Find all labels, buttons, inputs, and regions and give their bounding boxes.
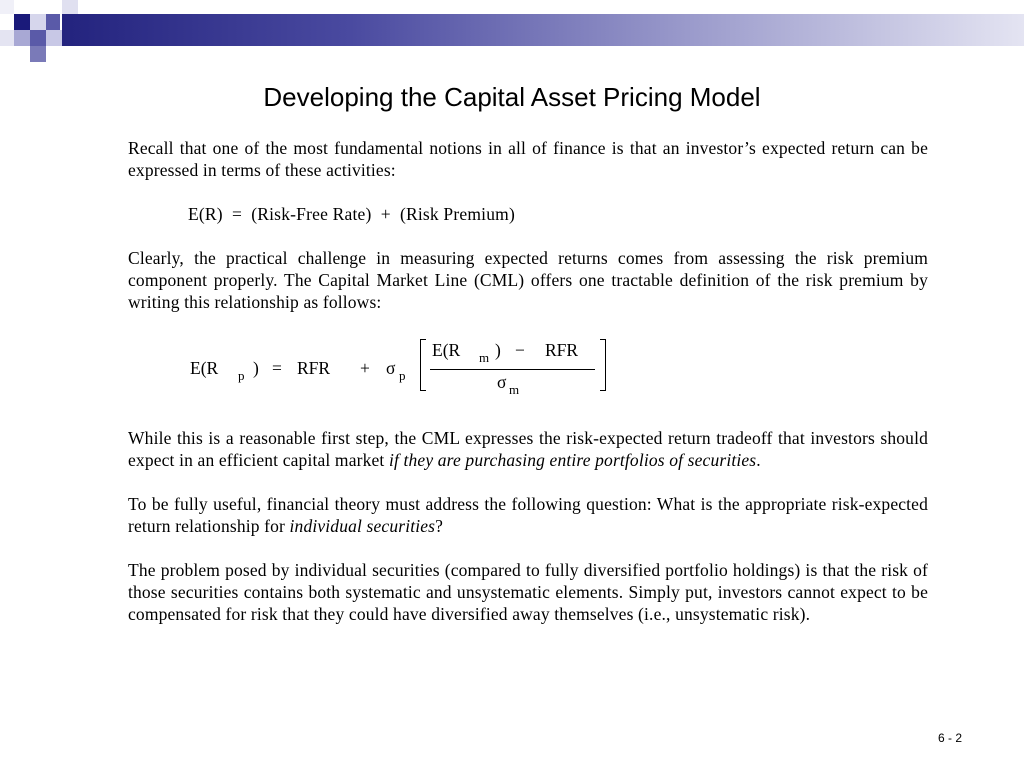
cml-numerator-close: ) [495,340,501,360]
decor-square [46,30,62,46]
cml-plus: + [360,358,370,378]
decor-square [30,46,46,62]
paragraph-problem: The problem posed by individual securities (compared to fully diversified portfolio holdings) is that the risk of those securities contains both systematic and unsystematic elements. Simply put, investors cannot expect to be compensated for risk that they could have diversified away themselves (i.e., unsystematic risk). [128,560,928,624]
paragraph-question-emphasis: individual securities [289,516,436,536]
paragraph-question-text: To be fully useful, financial theory must address the following question: What is the appropriate risk-expected return relationship for [128,494,928,536]
paragraph-cml-tradeoff-end: . [756,450,761,470]
cml-minus: − [515,340,525,360]
cml-denominator-sigma: σ [497,372,507,392]
decor-square [30,30,46,46]
cml-lhs-close: ) [253,358,259,378]
decor-square [62,0,78,14]
cml-numerator-rfr: RFR [545,340,579,360]
equation-expected-return [188,203,928,225]
cml-rfr: RFR [297,358,331,378]
decor-square [0,0,14,14]
cml-sigma-p-subscript: p [399,368,406,383]
equation-equals: = [231,204,243,224]
paragraph-question [128,493,928,537]
cml-numerator-subscript: m [479,350,490,365]
paragraph-cml: Clearly, the practical challenge in measuring expected returns comes from assessing the risk premium component properly. The Capital Market Line (CML) offers one tractable definition of the risk premium by writing this relationship as follows: [128,248,928,312]
decor-square [0,30,14,46]
cml-lhs-subscript: p [238,368,245,383]
paragraph-cml-tradeoff [128,427,928,471]
paragraph-intro: Recall that one of the most fundamental notions in all of finance is that an investor’s expected return can be expressed in terms of these activities: [128,138,928,180]
equation-cml [128,335,928,405]
cml-sigma-p: σ [386,358,396,378]
paragraph-cml-tradeoff-emphasis: if they are purchasing entire portfolios of securities [388,450,757,470]
cml-fraction-bar [430,369,595,370]
title-decoration [0,0,1024,64]
equation-plus: + [380,204,391,224]
equation-term-risk-free: (Risk-Free Rate) [251,204,372,224]
cml-numerator-open: E(R [432,340,461,360]
decor-square [14,30,30,46]
cml-right-bracket [600,339,606,391]
decor-square [14,14,30,30]
cml-denominator-subscript: m [509,382,520,397]
paragraph-question-end: ? [435,516,444,536]
paragraph-cml-tradeoff-text: While this is a reasonable first step, the CML expresses the risk-expected return tradeoff that investors should expect in an efficient capital market [128,428,928,470]
equation-term-risk-premium: (Risk Premium) [399,204,516,224]
decor-gradient-bar [62,14,1024,46]
decor-square [30,14,46,30]
cml-equals: = [272,358,282,378]
page-number: 6 - 2 [937,731,962,745]
cml-left-bracket [420,339,426,391]
slide-body [128,137,928,625]
decor-square [46,14,60,30]
cml-lhs-open: E(R [190,358,219,378]
equation-lhs: E(R) [188,204,223,224]
slide-title: Developing the Capital Asset Pricing Model [263,82,761,112]
